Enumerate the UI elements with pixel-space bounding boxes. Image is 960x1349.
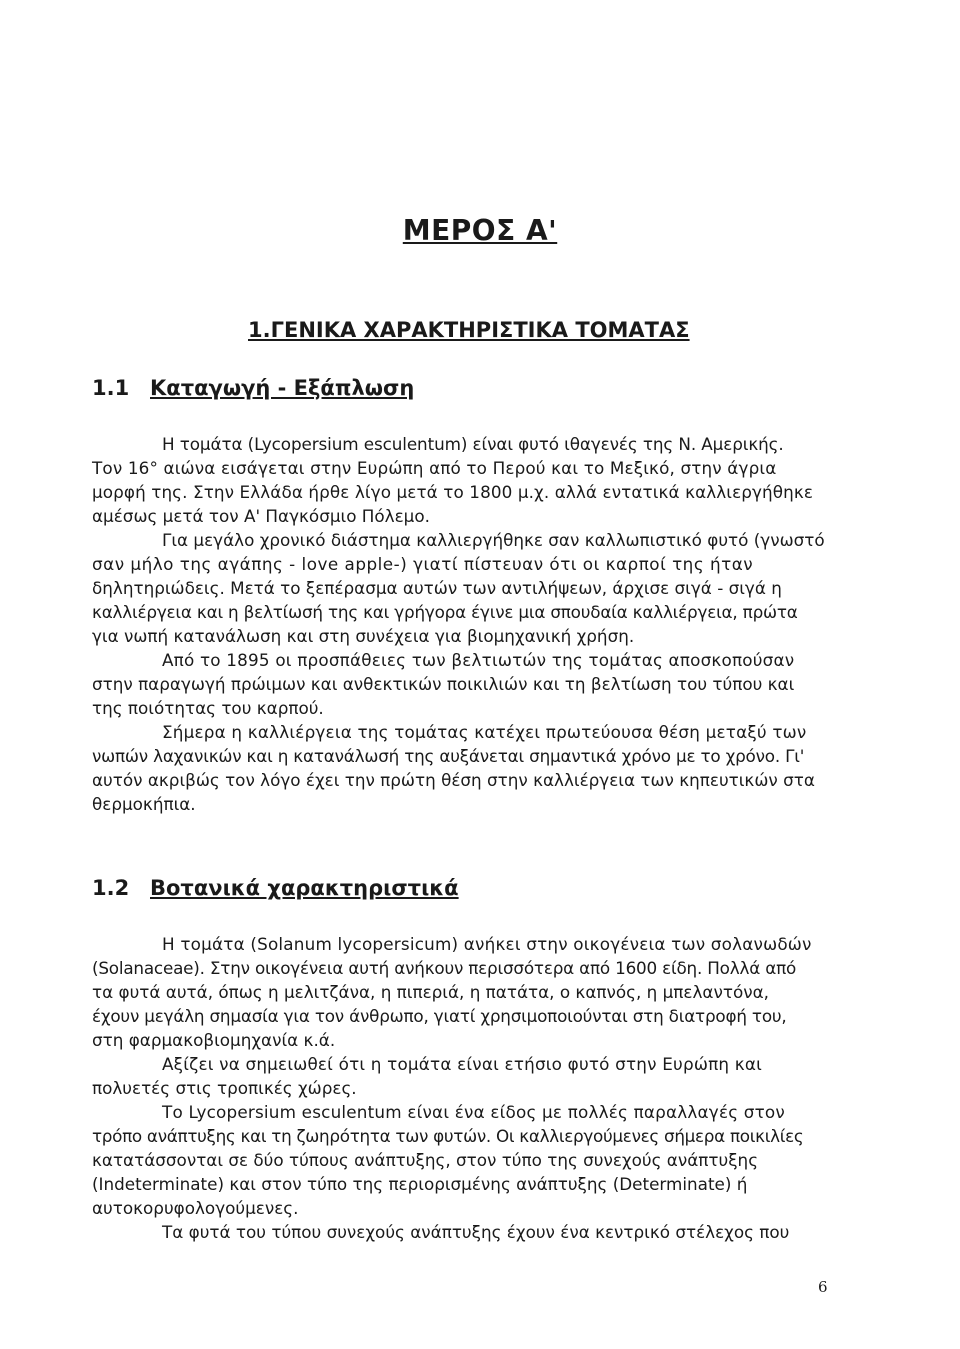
section-1-2-body	[92, 932, 838, 1244]
section-1-1-body	[92, 432, 838, 816]
section-title: Βοτανικά χαρακτηριστικά	[150, 876, 459, 900]
section-heading-1-1	[92, 376, 414, 400]
page-number: 6	[818, 1278, 828, 1296]
chapter-title: 1.ΓΕΝΙΚΑ ΧΑΡΑΚΤΗΡΙΣΤΙΚΑ ΤΟΜΑΤΑΣ	[248, 318, 690, 342]
text-line: Η τομάτα (Lycopersium esculentum) είναι φυτό ιθαγενές της Ν. Αμερικής.	[162, 434, 784, 454]
text-line: μορφή της. Στην Ελλάδα ήρθε λίγο μετά το 1800 μ.χ. αλλά εντατικά καλλιεργήθηκε	[92, 482, 814, 502]
text-line: έχουν μεγάλη σημασία για τον άνθρωπο, γιατί χρησιμοποιούνται στη διατροφή του,	[92, 1006, 787, 1026]
part-title: ΜΕΡΟΣ Α'	[402, 214, 558, 247]
text-line: καλλιέργεια και η βελτίωσή της και γρήγορα έγινε μια σπουδαία καλλιέργεια, πρώτα	[92, 602, 798, 622]
text-line: αυτόν ακριβώς τον λόγο έχει την πρώτη θέση στην καλλιέργεια των κηπευτικών στα	[92, 770, 815, 790]
text-line: τρόπο ανάπτυξης και τη ζωηρότητα των φυτών. Οι καλλιεργούμενες σήμερα ποικιλίες	[92, 1126, 804, 1146]
text-line: στη φαρμακοβιομηχανία κ.ά.	[92, 1030, 336, 1050]
section-number: 1.2	[92, 876, 130, 900]
text-line: (Indeterminate) και στον τύπο της περιορισμένης ανάπτυξης (Determinate) ή	[92, 1174, 748, 1194]
text-line: αμέσως μετά τον Α' Παγκόσμιο Πόλεμο.	[92, 506, 430, 526]
text-line: της ποιότητας του καρπού.	[92, 698, 324, 718]
text-line: Από το 1895 οι προσπάθειες των βελτιωτών της τομάτας αποσκοπούσαν	[162, 650, 795, 670]
text-line: Η τομάτα (Solanum lycopersicum) ανήκει στην οικογένεια των σολανωδών	[162, 934, 812, 954]
text-line: Για μεγάλο χρονικό διάστημα καλλιεργήθηκε σαν καλλωπιστικό φυτό (γνωστό	[162, 530, 825, 550]
text-line: (Solanaceae). Στην οικογένεια αυτή ανήκουν περισσότερα από 1600 είδη. Πολλά από	[92, 958, 797, 978]
text-line: αυτοκορυφολογούμενες.	[92, 1198, 299, 1218]
text-line: πολυετές στις τροπικές χώρες.	[92, 1078, 357, 1098]
text-line: τα φυτά αυτά, όπως η μελιτζάνα, η πιπεριά, η πατάτα, ο καπνός, η μπελαντόνα,	[92, 982, 769, 1002]
text-line: Τα φυτά του τύπου συνεχούς ανάπτυξης έχουν ένα κεντρικό στέλεχος που	[162, 1222, 790, 1242]
text-line: στην παραγωγή πρώιμων και ανθεκτικών ποικιλιών και τη βελτίωση του τύπου και	[92, 674, 795, 694]
text-line: Σήμερα η καλλιέργεια της τομάτας κατέχει πρωτεύουσα θέση μεταξύ των	[162, 722, 807, 742]
text-line: κατατάσσονται σε δύο τύπους ανάπτυξης, στον τύπο της συνεχούς ανάπτυξης	[92, 1150, 759, 1170]
section-number: 1.1	[92, 376, 130, 400]
text-line: σαν μήλο της αγάπης - love apple-) γιατί πίστευαν ότι οι καρποί της ήταν	[92, 554, 754, 574]
text-line: Τον 16° αιώνα εισάγεται στην Ευρώπη από το Περού και το Μεξικό, στην άγρια	[92, 458, 777, 478]
text-line: θερμοκήπια.	[92, 794, 196, 814]
text-line: για νωπή κατανάλωση και στη συνέχεια για βιομηχανική χρήση.	[92, 626, 635, 646]
text-line: δηλητηριώδεις. Μετά το ξεπέρασμα αυτών των αντιλήψεων, άρχισε σιγά - σιγά η	[92, 578, 782, 598]
text-line: Αξίζει να σημειωθεί ότι η τομάτα είναι ετήσιο φυτό στην Ευρώπη και	[162, 1054, 762, 1074]
text-line: Το Lycopersium esculentum είναι ένα είδος με πολλές παραλλαγές στον	[162, 1102, 785, 1122]
section-heading-1-2	[92, 876, 459, 900]
section-title: Καταγωγή - Εξάπλωση	[150, 376, 415, 400]
text-line: νωπών λαχανικών και η κατανάλωσή της αυξάνεται σημαντικά χρόνο με το χρόνο. Γι'	[92, 746, 805, 766]
